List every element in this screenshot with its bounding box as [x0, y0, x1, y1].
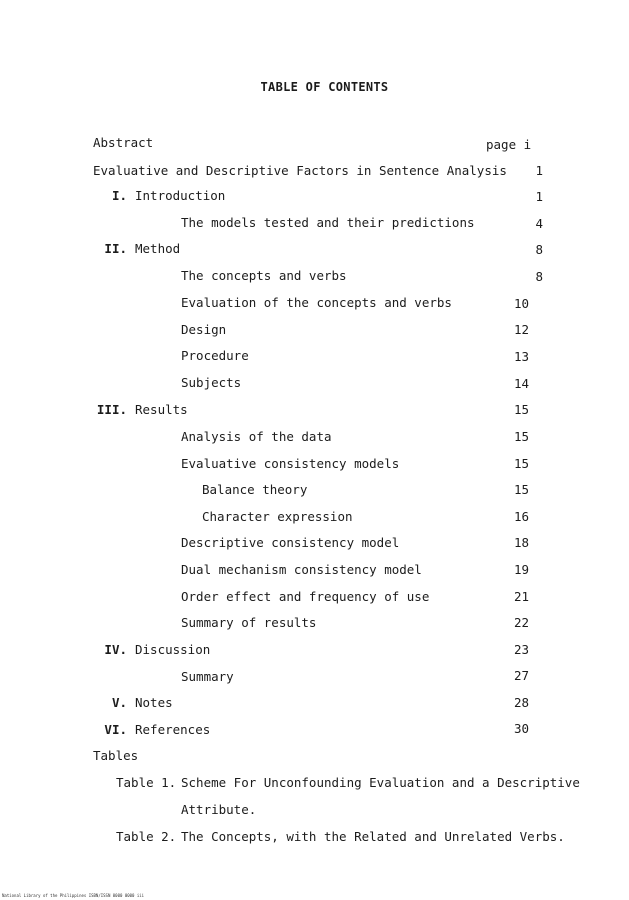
toc-section-1 [85, 188, 225, 203]
toc-entry: Evaluative consistency models [181, 456, 400, 471]
toc-section-6-page: 30 [513, 721, 529, 736]
toc-entry: Summary [181, 669, 234, 684]
toc-entry-page: 10 [513, 296, 529, 311]
toc-entry-page: 21 [513, 589, 529, 604]
toc-subentry: Character expression [202, 509, 353, 524]
toc-entry: Design [181, 322, 227, 337]
toc-section-2 [85, 241, 180, 256]
toc-entry-page: 15 [513, 482, 529, 497]
toc-entry: Dual mechanism consistency model [181, 562, 422, 577]
table-1-title: Scheme For Unconfounding Evaluation and a Descriptive [181, 775, 580, 790]
toc-main-title: Evaluative and Descriptive Factors in Sentence Analysis [93, 163, 507, 178]
toc-entry: Order effect and frequency of use [181, 589, 430, 604]
toc-entry-page: 22 [513, 615, 529, 630]
toc-entry-page: 19 [513, 562, 529, 577]
toc-entry-page: 8 [535, 269, 543, 284]
table-2-title: The Concepts, with the Related and Unrelated Verbs. [181, 829, 565, 844]
section-label: Discussion [135, 642, 211, 657]
table-2-number: Table 2. [116, 829, 177, 844]
section-number: IV. [104, 642, 127, 657]
toc-entry: Analysis of the data [181, 429, 332, 444]
toc-entry-page: 15 [513, 456, 529, 471]
toc-entry: Descriptive consistency model [181, 535, 400, 550]
toc-entry-page: 18 [513, 535, 529, 550]
toc-entry: Procedure [181, 348, 249, 363]
table-1-title-cont: Attribute. [181, 802, 257, 817]
toc-section-3-page: 15 [513, 402, 529, 417]
toc-section-2-page: 8 [535, 242, 543, 257]
section-label: Introduction [135, 188, 226, 203]
section-number: VI. [104, 722, 127, 737]
section-label: Method [135, 241, 181, 256]
page-title: TABLE OF CONTENTS [260, 80, 389, 94]
toc-section-3 [85, 402, 188, 417]
section-number: I. [111, 188, 127, 203]
toc-section-5 [85, 695, 173, 710]
tables-heading: Tables [93, 748, 139, 763]
section-label: Notes [135, 695, 173, 710]
toc-entry-page: 15 [513, 429, 529, 444]
toc-entry: The concepts and verbs [181, 268, 347, 283]
section-label: References [135, 722, 211, 737]
section-number: V. [111, 695, 127, 710]
toc-abstract-label: Abstract [93, 135, 154, 150]
toc-entry-page: 12 [513, 322, 529, 337]
toc-entry: Summary of results [181, 615, 317, 630]
toc-entry-page: 14 [513, 376, 529, 391]
toc-abstract-page: page i [486, 137, 532, 152]
toc-subentry: Balance theory [202, 482, 308, 497]
toc-section-1-page: 1 [535, 189, 543, 204]
section-label: Results [135, 402, 188, 417]
toc-section-5-page: 28 [513, 695, 529, 710]
toc-entry-page: 13 [513, 349, 529, 364]
toc-entry-page: 27 [513, 668, 529, 683]
scan-footer: National Library of the Philippines ISBN/ISSN 0000 0000 iii [2, 893, 145, 898]
toc-entry-page: 4 [535, 216, 543, 231]
toc-entry: Subjects [181, 375, 242, 390]
section-number: II. [104, 241, 127, 256]
toc-entry: Evaluation of the concepts and verbs [181, 295, 452, 310]
section-number: III. [96, 402, 127, 417]
toc-main-title-page: 1 [535, 163, 543, 178]
toc-entry: The models tested and their predictions [181, 215, 475, 230]
toc-section-4 [85, 642, 210, 657]
toc-section-4-page: 23 [513, 642, 529, 657]
toc-entry-page: 16 [513, 509, 529, 524]
toc-section-6 [85, 722, 210, 737]
table-1-number: Table 1. [116, 775, 177, 790]
